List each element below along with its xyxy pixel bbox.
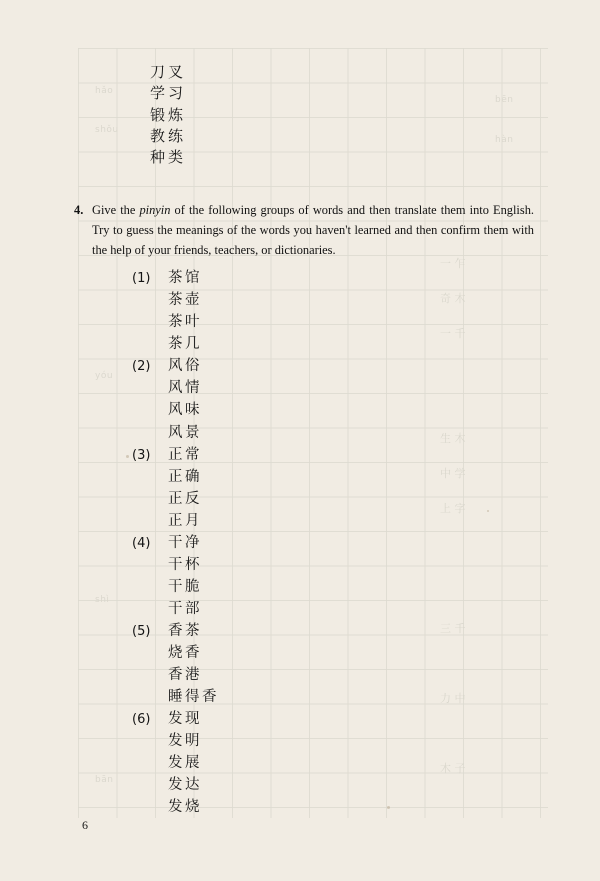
word-item: 风景 (168, 424, 202, 441)
word-item: 烧香 (168, 644, 202, 661)
word-item: 锻炼 (150, 105, 187, 124)
bleed-fragment: 三 千 (440, 622, 466, 635)
word-item: 正常 (168, 446, 202, 463)
word-group-6 (132, 708, 534, 818)
word-item: 发现 (168, 710, 202, 727)
group-index: (1) (132, 271, 151, 287)
bleed-fragment: 力 中 (440, 692, 466, 705)
word-item: 干净 (168, 534, 202, 551)
bleed-fragment: hǎo (95, 86, 114, 96)
word-group-3-rest (132, 466, 534, 532)
word-group-5 (132, 620, 534, 708)
word-item: 发明 (168, 732, 202, 749)
word-item: 风俗 (168, 358, 202, 375)
word-item: 干杯 (168, 556, 202, 573)
word-item: 睡得香 (168, 688, 219, 705)
word-group-2-rest (132, 377, 534, 443)
word-group-5-first-line (132, 620, 534, 642)
word-item: 正确 (168, 468, 202, 485)
word-item: 干脆 (168, 578, 202, 595)
carry-over-word-list (150, 62, 186, 168)
word-item: 发烧 (168, 799, 202, 816)
bleed-fragment: shì (95, 595, 110, 605)
word-group-5-rest (132, 642, 534, 708)
word-item: 种类 (150, 148, 187, 167)
word-group-1-rest (132, 289, 534, 355)
word-item: 正反 (168, 490, 202, 507)
bleed-fragment: bēn (495, 95, 514, 105)
word-item: 香港 (168, 666, 202, 683)
instruction-part-2: of the following groups of words and then translate them into English. Try to guess the meanings of the words you haven't learned and then confirm them with the help of your friends, teachers, or dictionaries. (92, 203, 534, 258)
word-item: 干部 (168, 600, 202, 617)
bleed-fragment: 上 字 (440, 502, 466, 515)
word-group-1-first-line (132, 267, 534, 289)
word-item: 风情 (168, 380, 202, 397)
bleed-fragment: shǒu (95, 125, 119, 135)
exercise-instruction-text (92, 200, 534, 260)
word-groups (74, 267, 534, 818)
word-group-4-rest (132, 554, 534, 620)
bleed-fragment: yóu (95, 371, 114, 381)
paper-speck (126, 455, 129, 458)
group-index: (5) (132, 623, 151, 639)
word-group-6-rest (132, 730, 534, 818)
word-item: 茶壶 (168, 292, 202, 309)
word-item: 正月 (168, 512, 202, 529)
word-item: 发展 (168, 754, 202, 771)
bleed-fragment: 一 千 (440, 327, 466, 340)
bleed-fragment: bān (95, 775, 114, 785)
word-item: 刀叉 (150, 63, 187, 81)
exercise-number: 4. (74, 203, 84, 217)
instruction-part-1: Give the (92, 203, 140, 217)
bleed-fragment: hàn (495, 135, 514, 145)
exercise-4 (74, 200, 534, 818)
word-item: 茶馆 (168, 270, 202, 287)
exercise-instruction (74, 200, 534, 260)
bleed-fragment: 中 学 (440, 467, 466, 480)
bleed-fragment: 奇 木 (440, 292, 466, 305)
paper-speck (487, 510, 489, 512)
word-item: 香茶 (168, 622, 202, 639)
word-group-2-first-line (132, 355, 534, 377)
bleed-fragment: 生 木 (440, 432, 466, 445)
group-index: (2) (132, 359, 151, 375)
word-group-1 (132, 267, 534, 355)
instruction-italic-pinyin: pinyin (139, 203, 171, 217)
group-index: (4) (132, 535, 151, 551)
word-group-4-first-line (132, 532, 534, 554)
word-group-3 (132, 444, 534, 532)
group-index: (6) (132, 711, 151, 727)
word-item: 学习 (150, 84, 187, 103)
bleed-fragment: 木 子 (440, 762, 466, 775)
word-group-2 (132, 355, 534, 443)
word-item: 茶几 (168, 336, 202, 353)
word-item: 发达 (168, 777, 202, 793)
word-group-4 (132, 532, 534, 620)
word-item: 茶叶 (168, 314, 202, 331)
word-group-3-first-line (132, 444, 534, 466)
paper-speck (387, 806, 390, 809)
page-number: 6 (82, 818, 88, 832)
word-item: 风味 (168, 402, 202, 419)
word-group-6-first-line (132, 708, 534, 730)
bleed-fragment: 一 乍 (440, 257, 466, 270)
word-item: 教练 (150, 126, 187, 145)
group-index: (3) (132, 447, 151, 463)
